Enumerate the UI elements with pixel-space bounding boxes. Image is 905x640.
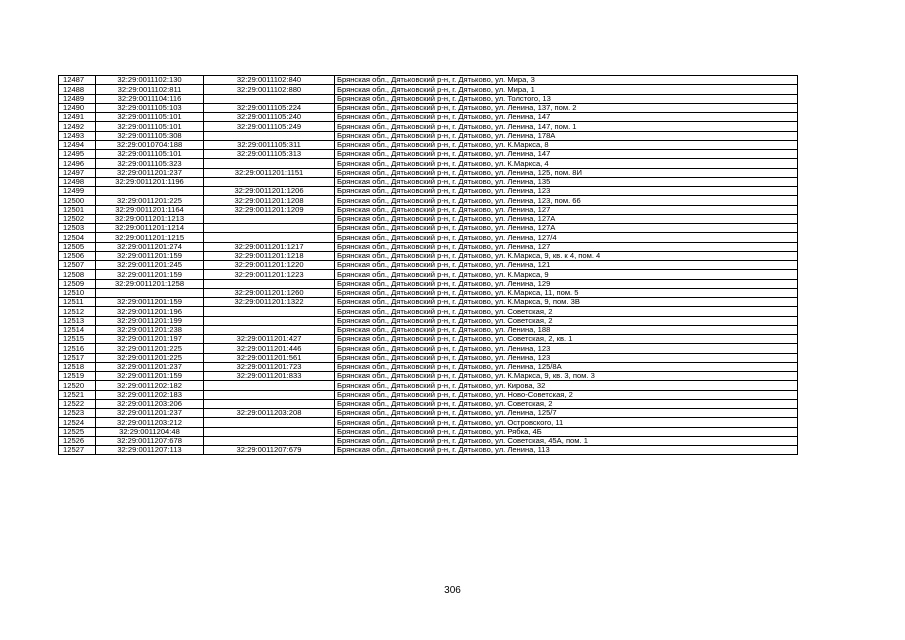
table-row [59, 131, 798, 140]
object-cadastral-number-cell: 32:29:0011201:427 [204, 335, 335, 344]
table-row [59, 140, 798, 149]
cadastral-number-cell: 32:29:0011201:238 [96, 325, 204, 334]
object-cadastral-number-cell [204, 427, 335, 436]
record-number-cell: 12524 [59, 418, 96, 427]
address-cell: Брянская обл., Дятьковский р-н, г. Дятьково, ул. К.Маркса, 9, пом. 3В [335, 298, 798, 307]
object-cadastral-number-cell: 32:29:0011102:840 [204, 76, 335, 85]
cadastral-number-cell: 32:29:0011201:1213 [96, 214, 204, 223]
object-cadastral-number-cell: 32:29:0011201:1209 [204, 205, 335, 214]
object-cadastral-number-cell [204, 316, 335, 325]
address-cell: Брянская обл., Дятьковский р-н, г. Дятьково, ул. Ново-Советская, 2 [335, 390, 798, 399]
address-cell: Брянская обл., Дятьковский р-н, г. Дятьково, ул. К.Маркса, 9 [335, 270, 798, 279]
address-cell: Брянская обл., Дятьковский р-н, г. Дятьково, ул. Толстого, 13 [335, 94, 798, 103]
record-number-cell: 12499 [59, 187, 96, 196]
address-cell: Брянская обл., Дятьковский р-н, г. Дятьково, ул. Кирова, 32 [335, 381, 798, 390]
object-cadastral-number-cell [204, 399, 335, 408]
address-cell: Брянская обл., Дятьковский р-н, г. Дятьково, ул. Ленина, 125/8А [335, 362, 798, 371]
record-number-cell: 12522 [59, 399, 96, 408]
object-cadastral-number-cell [204, 214, 335, 223]
table-row [59, 270, 798, 279]
cadastral-number-cell: 32:29:0011201:1214 [96, 224, 204, 233]
address-cell: Брянская обл., Дятьковский р-н, г. Дятьково, ул. Ленина, 125/7 [335, 409, 798, 418]
object-cadastral-number-cell [204, 159, 335, 168]
record-number-cell: 12516 [59, 344, 96, 353]
address-cell: Брянская обл., Дятьковский р-н, г. Дятьково, ул. Ленина, 147 [335, 150, 798, 159]
cadastral-number-cell: 32:29:0011203:212 [96, 418, 204, 427]
table-row [59, 372, 798, 381]
object-cadastral-number-cell: 32:29:0011203:208 [204, 409, 335, 418]
object-cadastral-number-cell: 32:29:0011201:1208 [204, 196, 335, 205]
record-number-cell: 12505 [59, 242, 96, 251]
address-cell: Брянская обл., Дятьковский р-н, г. Дятьково, ул. Рябка, 4Б [335, 427, 798, 436]
address-cell: Брянская обл., Дятьковский р-н, г. Дятьково, ул. Ленина, 123 [335, 344, 798, 353]
address-cell: Брянская обл., Дятьковский р-н, г. Дятьково, ул. Советская, 2 [335, 399, 798, 408]
record-number-cell: 12492 [59, 122, 96, 131]
address-cell: Брянская обл., Дятьковский р-н, г. Дятьково, ул. Ленина, 121 [335, 261, 798, 270]
object-cadastral-number-cell: 32:29:0011201:1151 [204, 168, 335, 177]
object-cadastral-number-cell: 32:29:0011102:880 [204, 85, 335, 94]
cadastral-number-cell: 32:29:0011201:197 [96, 335, 204, 344]
object-cadastral-number-cell [204, 233, 335, 242]
address-cell: Брянская обл., Дятьковский р-н, г. Дятьково, ул. Ленина, 125, пом. 8И [335, 168, 798, 177]
record-number-cell: 12488 [59, 85, 96, 94]
cadastral-number-cell: 32:29:0011207:678 [96, 436, 204, 445]
table-row [59, 409, 798, 418]
cadastral-number-cell: 32:29:0011102:130 [96, 76, 204, 85]
address-cell: Брянская обл., Дятьковский р-н, г. Дятьково, ул. Островского, 11 [335, 418, 798, 427]
object-cadastral-number-cell [204, 381, 335, 390]
registry-table [58, 75, 798, 455]
cadastral-number-cell: 32:29:0011105:103 [96, 103, 204, 112]
record-number-cell: 12517 [59, 353, 96, 362]
table-row [59, 335, 798, 344]
address-cell: Брянская обл., Дятьковский р-н, г. Дятьково, ул. Ленина, 127А [335, 214, 798, 223]
table-row [59, 224, 798, 233]
address-cell: Брянская обл., Дятьковский р-н, г. Дятьково, ул. Ленина, 178А [335, 131, 798, 140]
object-cadastral-number-cell [204, 390, 335, 399]
cadastral-number-cell: 32:29:0011201:225 [96, 353, 204, 362]
object-cadastral-number-cell [204, 224, 335, 233]
cadastral-number-cell: 32:29:0011201:159 [96, 372, 204, 381]
address-cell: Брянская обл., Дятьковский р-н, г. Дятьково, ул. Ленина, 135 [335, 177, 798, 186]
table-row [59, 446, 798, 455]
table-row [59, 362, 798, 371]
object-cadastral-number-cell: 32:29:0011201:1322 [204, 298, 335, 307]
cadastral-number-cell: 32:29:0011201:199 [96, 316, 204, 325]
cadastral-number-cell: 32:29:0011105:101 [96, 113, 204, 122]
table-row [59, 103, 798, 112]
object-cadastral-number-cell: 32:29:0011201:1223 [204, 270, 335, 279]
table-row [59, 94, 798, 103]
object-cadastral-number-cell: 32:29:0011201:1217 [204, 242, 335, 251]
table-row [59, 159, 798, 168]
cadastral-number-cell: 32:29:0010704:188 [96, 140, 204, 149]
address-cell: Брянская обл., Дятьковский р-н, г. Дятьково, ул. К.Маркса, 4 [335, 159, 798, 168]
object-cadastral-number-cell: 32:29:0011105:313 [204, 150, 335, 159]
object-cadastral-number-cell: 32:29:0011105:240 [204, 113, 335, 122]
record-number-cell: 12497 [59, 168, 96, 177]
cadastral-number-cell: 32:29:0011105:101 [96, 150, 204, 159]
table-row [59, 196, 798, 205]
cadastral-number-cell: 32:29:0011201:225 [96, 196, 204, 205]
object-cadastral-number-cell [204, 418, 335, 427]
table-row [59, 122, 798, 131]
record-number-cell: 12494 [59, 140, 96, 149]
object-cadastral-number-cell [204, 279, 335, 288]
cadastral-number-cell: 32:29:0011204:48 [96, 427, 204, 436]
record-number-cell: 12490 [59, 103, 96, 112]
cadastral-number-cell: 32:29:0011201:1215 [96, 233, 204, 242]
table-row [59, 325, 798, 334]
table-row [59, 187, 798, 196]
record-number-cell: 12507 [59, 261, 96, 270]
cadastral-number-cell: 32:29:0011201:245 [96, 261, 204, 270]
record-number-cell: 12503 [59, 224, 96, 233]
table-row [59, 316, 798, 325]
address-cell: Брянская обл., Дятьковский р-н, г. Дятьково, ул. Ленина, 137, пом. 2 [335, 103, 798, 112]
record-number-cell: 12514 [59, 325, 96, 334]
table-row [59, 168, 798, 177]
address-cell: Брянская обл., Дятьковский р-н, г. Дятьково, ул. Ленина, 127 [335, 205, 798, 214]
address-cell: Брянская обл., Дятьковский р-н, г. Дятьково, ул. Советская, 2 [335, 316, 798, 325]
object-cadastral-number-cell: 32:29:0011201:561 [204, 353, 335, 362]
address-cell: Брянская обл., Дятьковский р-н, г. Дятьково, ул. Ленина, 123 [335, 353, 798, 362]
record-number-cell: 12520 [59, 381, 96, 390]
object-cadastral-number-cell: 32:29:0011201:446 [204, 344, 335, 353]
record-number-cell: 12506 [59, 251, 96, 260]
cadastral-number-cell [96, 187, 204, 196]
cadastral-number-cell: 32:29:0011201:1164 [96, 205, 204, 214]
record-number-cell: 12521 [59, 390, 96, 399]
table-row [59, 76, 798, 85]
address-cell: Брянская обл., Дятьковский р-н, г. Дятьково, ул. Ленина, 123 [335, 187, 798, 196]
table-row [59, 288, 798, 297]
record-number-cell: 12526 [59, 436, 96, 445]
cadastral-number-cell: 32:29:0011104:116 [96, 94, 204, 103]
object-cadastral-number-cell [204, 177, 335, 186]
cadastral-number-cell: 32:29:0011201:274 [96, 242, 204, 251]
table-row [59, 427, 798, 436]
table-row [59, 390, 798, 399]
cadastral-number-cell: 32:29:0011201:237 [96, 168, 204, 177]
record-number-cell: 12518 [59, 362, 96, 371]
table-row [59, 205, 798, 214]
object-cadastral-number-cell: 32:29:0011105:311 [204, 140, 335, 149]
cadastral-number-cell: 32:29:0011201:159 [96, 270, 204, 279]
object-cadastral-number-cell: 32:29:0011207:679 [204, 446, 335, 455]
record-number-cell: 12496 [59, 159, 96, 168]
table-row [59, 242, 798, 251]
table-row [59, 233, 798, 242]
table-row [59, 418, 798, 427]
table-row [59, 85, 798, 94]
record-number-cell: 12500 [59, 196, 96, 205]
record-number-cell: 12513 [59, 316, 96, 325]
object-cadastral-number-cell: 32:29:0011201:723 [204, 362, 335, 371]
address-cell: Брянская обл., Дятьковский р-н, г. Дятьково, ул. Ленина, 123, пом. 66 [335, 196, 798, 205]
address-cell: Брянская обл., Дятьковский р-н, г. Дятьково, ул. Ленина, 188 [335, 325, 798, 334]
record-number-cell: 12515 [59, 335, 96, 344]
cadastral-number-cell: 32:29:0011207:113 [96, 446, 204, 455]
table-row [59, 381, 798, 390]
record-number-cell: 12509 [59, 279, 96, 288]
record-number-cell: 12502 [59, 214, 96, 223]
table-row [59, 113, 798, 122]
object-cadastral-number-cell: 32:29:0011105:224 [204, 103, 335, 112]
table-row [59, 307, 798, 316]
record-number-cell: 12525 [59, 427, 96, 436]
address-cell: Брянская обл., Дятьковский р-н, г. Дятьково, ул. Ленина, 127 [335, 242, 798, 251]
record-number-cell: 12495 [59, 150, 96, 159]
record-number-cell: 12512 [59, 307, 96, 316]
record-number-cell: 12491 [59, 113, 96, 122]
record-number-cell: 12489 [59, 94, 96, 103]
record-number-cell: 12511 [59, 298, 96, 307]
address-cell: Брянская обл., Дятьковский р-н, г. Дятьково, ул. К.Маркса, 11, пом. 5 [335, 288, 798, 297]
cadastral-number-cell: 32:29:0011201:225 [96, 344, 204, 353]
table-row [59, 251, 798, 260]
cadastral-number-cell: 32:29:0011105:101 [96, 122, 204, 131]
cadastral-number-cell: 32:29:0011201:159 [96, 251, 204, 260]
table-row [59, 279, 798, 288]
address-cell: Брянская обл., Дятьковский р-н, г. Дятьково, ул. Советская, 2 [335, 307, 798, 316]
record-number-cell: 12523 [59, 409, 96, 418]
cadastral-number-cell: 32:29:0011105:323 [96, 159, 204, 168]
cadastral-number-cell: 32:29:0011201:159 [96, 298, 204, 307]
address-cell: Брянская обл., Дятьковский р-н, г. Дятьково, ул. Мира, 3 [335, 76, 798, 85]
address-cell: Брянская обл., Дятьковский р-н, г. Дятьково, ул. Ленина, 147 [335, 113, 798, 122]
object-cadastral-number-cell: 32:29:0011201:1260 [204, 288, 335, 297]
address-cell: Брянская обл., Дятьковский р-н, г. Дятьково, ул. Ленина, 127/4 [335, 233, 798, 242]
record-number-cell: 12498 [59, 177, 96, 186]
cadastral-number-cell: 32:29:0011202:183 [96, 390, 204, 399]
registry-table-body [59, 76, 798, 455]
address-cell: Брянская обл., Дятьковский р-н, г. Дятьково, ул. Ленина, 129 [335, 279, 798, 288]
cadastral-number-cell: 32:29:0011105:308 [96, 131, 204, 140]
address-cell: Брянская обл., Дятьковский р-н, г. Дятьково, ул. К.Маркса, 9, кв. 3, пом. 3 [335, 372, 798, 381]
record-number-cell: 12519 [59, 372, 96, 381]
record-number-cell: 12493 [59, 131, 96, 140]
cadastral-number-cell: 32:29:0011102:811 [96, 85, 204, 94]
table-row [59, 353, 798, 362]
address-cell: Брянская обл., Дятьковский р-н, г. Дятьково, ул. Ленина, 147, пом. 1 [335, 122, 798, 131]
object-cadastral-number-cell [204, 131, 335, 140]
cadastral-number-cell [96, 288, 204, 297]
object-cadastral-number-cell: 32:29:0011201:1218 [204, 251, 335, 260]
address-cell: Брянская обл., Дятьковский р-н, г. Дятьково, ул. Мира, 1 [335, 85, 798, 94]
cadastral-number-cell: 32:29:0011201:196 [96, 307, 204, 316]
table-row [59, 261, 798, 270]
cadastral-number-cell: 32:29:0011201:1196 [96, 177, 204, 186]
object-cadastral-number-cell [204, 325, 335, 334]
cadastral-number-cell: 32:29:0011201:237 [96, 409, 204, 418]
address-cell: Брянская обл., Дятьковский р-н, г. Дятьково, ул. К.Маркса, 8 [335, 140, 798, 149]
object-cadastral-number-cell: 32:29:0011105:249 [204, 122, 335, 131]
object-cadastral-number-cell: 32:29:0011201:1206 [204, 187, 335, 196]
table-row [59, 399, 798, 408]
table-row [59, 150, 798, 159]
record-number-cell: 12508 [59, 270, 96, 279]
table-row [59, 214, 798, 223]
object-cadastral-number-cell: 32:29:0011201:833 [204, 372, 335, 381]
record-number-cell: 12501 [59, 205, 96, 214]
object-cadastral-number-cell [204, 436, 335, 445]
object-cadastral-number-cell: 32:29:0011201:1220 [204, 261, 335, 270]
address-cell: Брянская обл., Дятьковский р-н, г. Дятьково, ул. К.Маркса, 9, кв. к 4, пом. 4 [335, 251, 798, 260]
object-cadastral-number-cell [204, 307, 335, 316]
table-row [59, 298, 798, 307]
record-number-cell: 12487 [59, 76, 96, 85]
page-number: 306 [444, 585, 461, 596]
record-number-cell: 12504 [59, 233, 96, 242]
address-cell: Брянская обл., Дятьковский р-н, г. Дятьково, ул. Ленина, 127А [335, 224, 798, 233]
table-row [59, 177, 798, 186]
table-row [59, 436, 798, 445]
cadastral-number-cell: 32:29:0011201:1258 [96, 279, 204, 288]
object-cadastral-number-cell [204, 94, 335, 103]
cadastral-number-cell: 32:29:0011201:237 [96, 362, 204, 371]
address-cell: Брянская обл., Дятьковский р-н, г. Дятьково, ул. Ленина, 113 [335, 446, 798, 455]
cadastral-number-cell: 32:29:0011203:206 [96, 399, 204, 408]
record-number-cell: 12527 [59, 446, 96, 455]
address-cell: Брянская обл., Дятьковский р-н, г. Дятьково, ул. Советская, 2, кв. 1 [335, 335, 798, 344]
record-number-cell: 12510 [59, 288, 96, 297]
cadastral-number-cell: 32:29:0011202:182 [96, 381, 204, 390]
address-cell: Брянская обл., Дятьковский р-н, г. Дятьково, ул. Советская, 45А, пом. 1 [335, 436, 798, 445]
table-row [59, 344, 798, 353]
